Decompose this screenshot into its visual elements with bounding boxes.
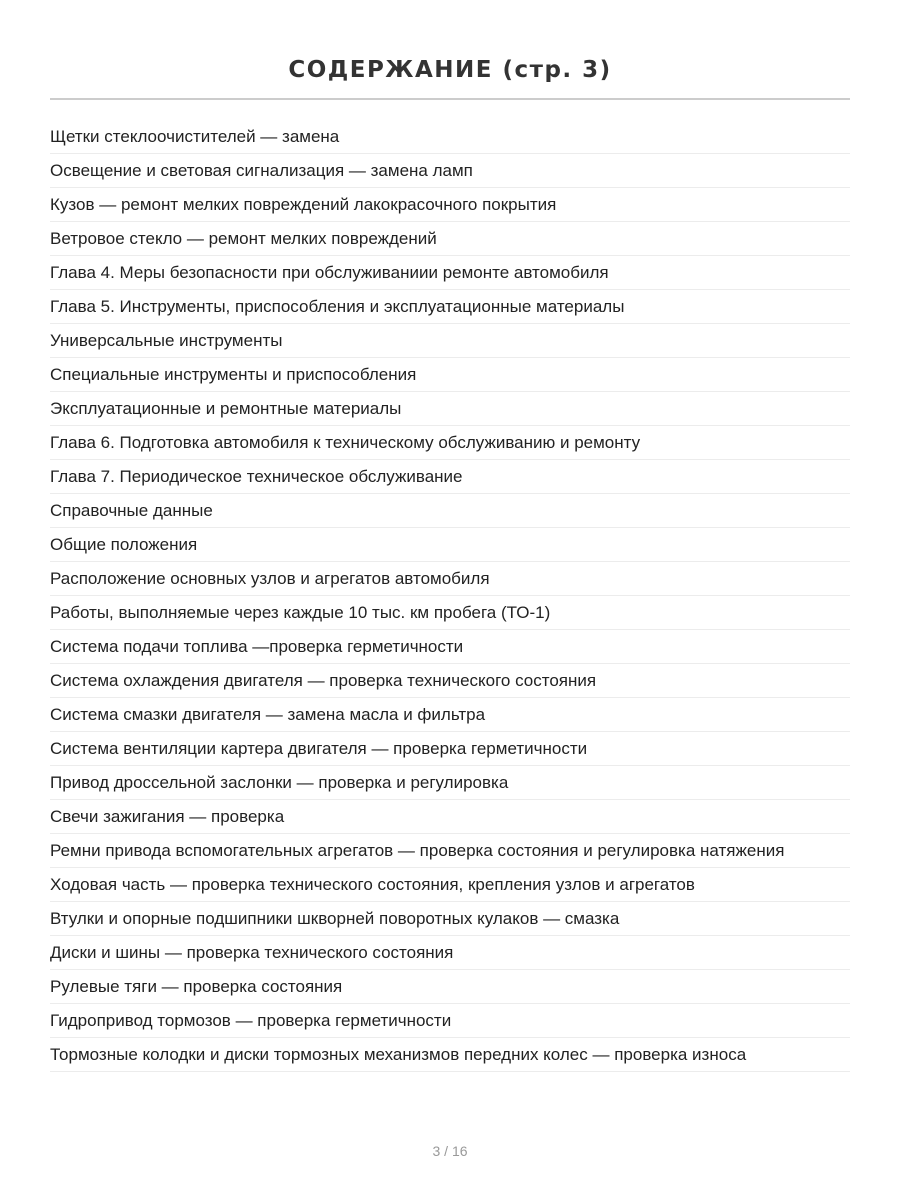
toc-item[interactable]: Освещение и световая сигнализация — замена ламп [50, 154, 850, 188]
toc-item[interactable]: Справочные данные [50, 494, 850, 528]
toc-item[interactable]: Гидропривод тормозов — проверка герметичности [50, 1004, 850, 1038]
toc-item[interactable]: Ремни привода вспомогательных агрегатов — проверка состояния и регулировка натяжения [50, 834, 850, 868]
toc-item[interactable]: Ветровое стекло — ремонт мелких повреждений [50, 222, 850, 256]
toc-item[interactable]: Диски и шины — проверка технического состояния [50, 936, 850, 970]
table-of-contents [50, 120, 850, 1072]
toc-item[interactable]: Система вентиляции картера двигателя — проверка герметичности [50, 732, 850, 766]
toc-item[interactable]: Глава 7. Периодическое техническое обслуживание [50, 460, 850, 494]
toc-item[interactable]: Система подачи топлива —проверка герметичности [50, 630, 850, 664]
title-divider [50, 98, 850, 100]
toc-item[interactable]: Рулевые тяги — проверка состояния [50, 970, 850, 1004]
toc-item[interactable]: Универсальные инструменты [50, 324, 850, 358]
page-indicator: 3 / 16 [432, 1143, 468, 1159]
toc-item[interactable]: Свечи зажигания — проверка [50, 800, 850, 834]
toc-item[interactable]: Система охлаждения двигателя — проверка технического состояния [50, 664, 850, 698]
toc-item[interactable]: Система смазки двигателя — замена масла и фильтра [50, 698, 850, 732]
toc-item[interactable]: Глава 5. Инструменты, приспособления и эксплуатационные материалы [50, 290, 850, 324]
toc-item[interactable]: Работы, выполняемые через каждые 10 тыс. км пробега (ТО-1) [50, 596, 850, 630]
toc-item[interactable]: Втулки и опорные подшипники шкворней поворотных кулаков — смазка [50, 902, 850, 936]
toc-item[interactable]: Привод дроссельной заслонки — проверка и регулировка [50, 766, 850, 800]
toc-item[interactable]: Тормозные колодки и диски тормозных механизмов передних колес — проверка износа [50, 1038, 850, 1072]
toc-item[interactable]: Общие положения [50, 528, 850, 562]
page-title: СОДЕРЖАНИЕ (стр. 3) [288, 57, 612, 84]
toc-item[interactable]: Специальные инструменты и приспособления [50, 358, 850, 392]
toc-item[interactable]: Щетки стеклоочистителей — замена [50, 120, 850, 154]
toc-item[interactable]: Эксплуатационные и ремонтные материалы [50, 392, 850, 426]
toc-item[interactable]: Расположение основных узлов и агрегатов автомобиля [50, 562, 850, 596]
toc-item[interactable]: Ходовая часть — проверка технического состояния, крепления узлов и агрегатов [50, 868, 850, 902]
toc-item[interactable]: Глава 4. Меры безопасности при обслуживаниии ремонте автомобиля [50, 256, 850, 290]
toc-item[interactable]: Кузов — ремонт мелких повреждений лакокрасочного покрытия [50, 188, 850, 222]
toc-item[interactable]: Глава 6. Подготовка автомобиля к техническому обслуживанию и ремонту [50, 426, 850, 460]
